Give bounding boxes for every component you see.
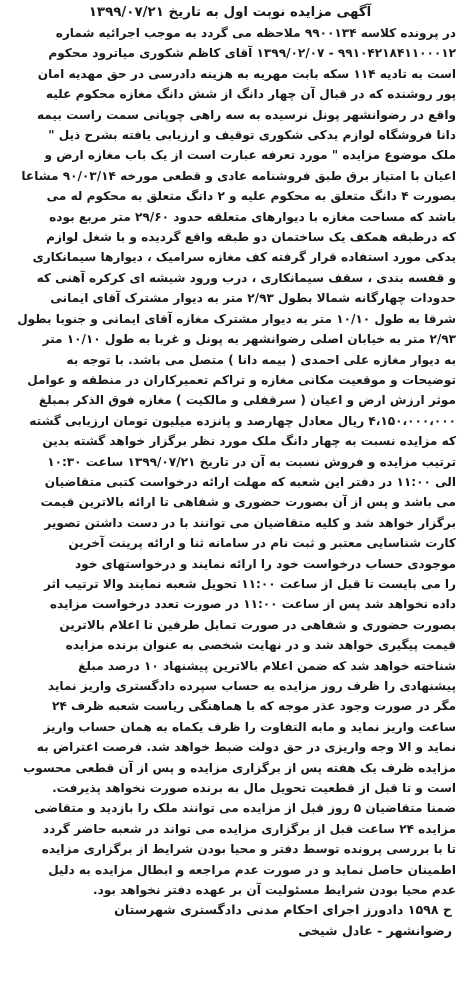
body-line: ترتیب مزایده و فروش نسبت به آن در تاریخ ۱۳۹۹/۰۷/۲۱ ساعت ۱۰:۳۰	[47, 454, 456, 469]
body-line: و قفسه بندی ، سقف سیمانکاری ، درب ورود شیشه ای کرکره آهنی که	[36, 270, 456, 285]
body-line: مزایده ظرف یک هفته پس از برگزاری مزایده و پس از آن قطعی محسوب	[23, 760, 456, 775]
body-line: یدکی مورد استفاده قرار گرفته کف مغازه سرامیک ، دیوارها سیمانکاری	[32, 250, 456, 265]
body-line: اعیان با امتیاز برق طبق فروشنامه عادی و قطعی مورخه ۹۰/۰۳/۱۴ مشاعا	[21, 168, 456, 183]
body-line: ۹۹۱۰۴۲۱۸۴۱۱۰۰۰۱۲ - ۱۳۹۹/۰۲/۰۷ آقای کاظم شکوری میاترود محکوم	[48, 46, 456, 61]
body-line: بصورت ۴ دانگ متعلق به محکوم علیه و ۲ دانگ متعلق به محکوم له می	[46, 189, 456, 204]
body-line: به دیوار مغازه علی احمدی ( بیمه دانا ) متصل می باشد. با توجه به	[66, 352, 456, 367]
signature-line: رضوانشهر - عادل شیخی	[298, 922, 452, 938]
body-line: می باشد و پس از آن بصورت حضوری و شفاهی تا ارائه بالاترین قیمت	[40, 495, 456, 510]
body-line: است و تا قبل از قطعیت تحویل مال به برنده صورت نخواهد پذیرفت.	[52, 781, 456, 796]
body-line: مزایده ۲۴ ساعت قبل از برگزاری مزایده می تواند در شعبه حاضر گردد	[42, 821, 456, 836]
body-line: است به تادیه ۱۱۴ سکه بابت مهریه به هزینه دادرسی در حق مهدیه امان	[37, 66, 456, 81]
body-line: عدم محیا بودن شرایط مسئولیت آن بر عهده دفتر نخواهد بود.	[93, 883, 456, 898]
body-line: تا با بررسی پرونده توسط دفتر و محیا بودن شرایط از برگزاری مزایده	[41, 842, 456, 857]
body-line: نماید و الا وجه واریزی در حق دولت ضبط خواهد شد. فرصت اعتراض به	[36, 740, 456, 755]
body-line: شرقا به طول ۱۰/۱۰ متر به دیوار مشترک مغازه آقای ایمانی و جنوبا بطول	[17, 311, 456, 326]
body-line: پور روشنده که در قبال آن چهار دانگ از شش دانگ مغازه محکوم علیه	[45, 87, 456, 102]
notice-body	[4, 23, 456, 900]
body-line: دانا فروشگاه لوازم یدکی شکوری توقیف و ارزیابی یافته بشرح ذیل "	[48, 128, 456, 143]
body-line: شناخته خواهد شد که ضمن اعلام بالاترین پیشنهاد ۱۰ درصد مبلغ	[78, 658, 456, 673]
body-line: الی ۱۱:۰۰ در دفتر این شعبه که مهلت ارائه درخواست کتبی متقاضیان	[44, 474, 456, 489]
signature-block	[4, 900, 456, 941]
body-line: که مزایده نسبت به چهار دانگ ملک مورد نظر برگزار خواهد گشته بدین	[42, 434, 456, 449]
body-line: در پرونده کلاسه ۹۹۰۰۱۳۴ ملاحظه می گردد به موجب اجرائیه شماره	[55, 26, 456, 40]
body-line: قیمت پیگیری خواهد شد و در نهایت شخصی به عنوان برنده مزایده	[65, 638, 456, 653]
body-line: پیشنهادی را ظرف روز مزایده به حساب سپرده دادگستری واریز نماید	[47, 679, 456, 693]
body-line: اطمینان حاصل نماید و در صورت عدم مراجعه و ابطال مزایده به دلیل	[48, 862, 456, 877]
body-line: را می بایست تا قبل از ساعت ۱۱:۰۰ تحویل شعبه نمایند والا ترتیب اثر	[43, 576, 456, 591]
body-line: برگزار خواهد شد و کلیه متقاضیان می توانند با در دست داشتن تصویر	[44, 515, 456, 530]
body-line: حدودات چهارگانه شمالا بطول ۲/۹۳ متر به دیوار مشترک آقای ایمانی	[50, 291, 456, 306]
signature-line: ح ۱۵۹۸ دادورز اجرای احکام مدنی دادگستری شهرستان	[114, 902, 452, 918]
body-line: واقع در رضوانشهر پونل نرسیده به سه راهی چوپانی سمت راست بیمه	[36, 107, 456, 122]
body-line: ضمنا متقاضیان ۵ روز قبل از مزایده می توانند ملک را بازدید و متقاضی	[34, 801, 456, 816]
body-line: ۴،۱۵۰،۰۰۰،۰۰۰ ریال معادل چهارصد و پانزده میلیون تومان ارزیابی گشته	[29, 413, 456, 428]
body-line: ۲/۹۳ متر به خیابان اصلی رضوانشهر به پونل و غربا به طول ۱۰/۱۰ متر	[42, 332, 456, 347]
body-line: ساعت واریز نماید و مابه التفاوت را ظرف یکماه به همان حساب واریز	[43, 719, 456, 734]
auction-notice	[4, 2, 456, 992]
body-line: که درطبقه همکف یک ساختمان دو طبقه واقع گردیده و با شغل لوازم	[46, 230, 456, 245]
body-line: کارت شناسایی معتبر و ثبت نام در سامانه ثنا و ارائه پرینت آخرین	[68, 536, 456, 551]
body-line: باشد که مساحت مغازه با دیوارهای متعلقه حدود ۲۹/۶۰ متر مربع بوده	[49, 209, 456, 224]
body-line: داده نخواهد شد پس از ساعت ۱۱:۰۰ در صورت تعدد درخواست مزایده	[49, 597, 456, 612]
body-line: بصورت حضوری و شفاهی در صورت تمایل طرفین تا اعلام بالاترین	[59, 617, 456, 632]
body-line: موجودی حساب درخواست خود را ارائه نمایند و درخواستهای خود	[74, 556, 456, 571]
body-line: ملک موضوع مزایده " مورد تعرفه عبارت است از یک باب مغازه ارض و	[44, 148, 456, 163]
body-line: توضیحات و موقعیت مکانی مغازه و تراکم تعمیرکاران در منطقه و عوامل	[27, 372, 456, 387]
notice-title: آگهی مزایده نوبت اول به تاریخ ۱۳۹۹/۰۷/۲۱	[88, 5, 372, 20]
body-line: موثر ارزش ارض و اعیان ( سرقفلی و مالکیت ) مغازه فوق الذکر بمبلغ	[38, 393, 456, 408]
body-line: مگر در صورت وجود عذر موجه که با هماهنگی ریاست شعبه ظرف ۲۴	[51, 699, 456, 714]
